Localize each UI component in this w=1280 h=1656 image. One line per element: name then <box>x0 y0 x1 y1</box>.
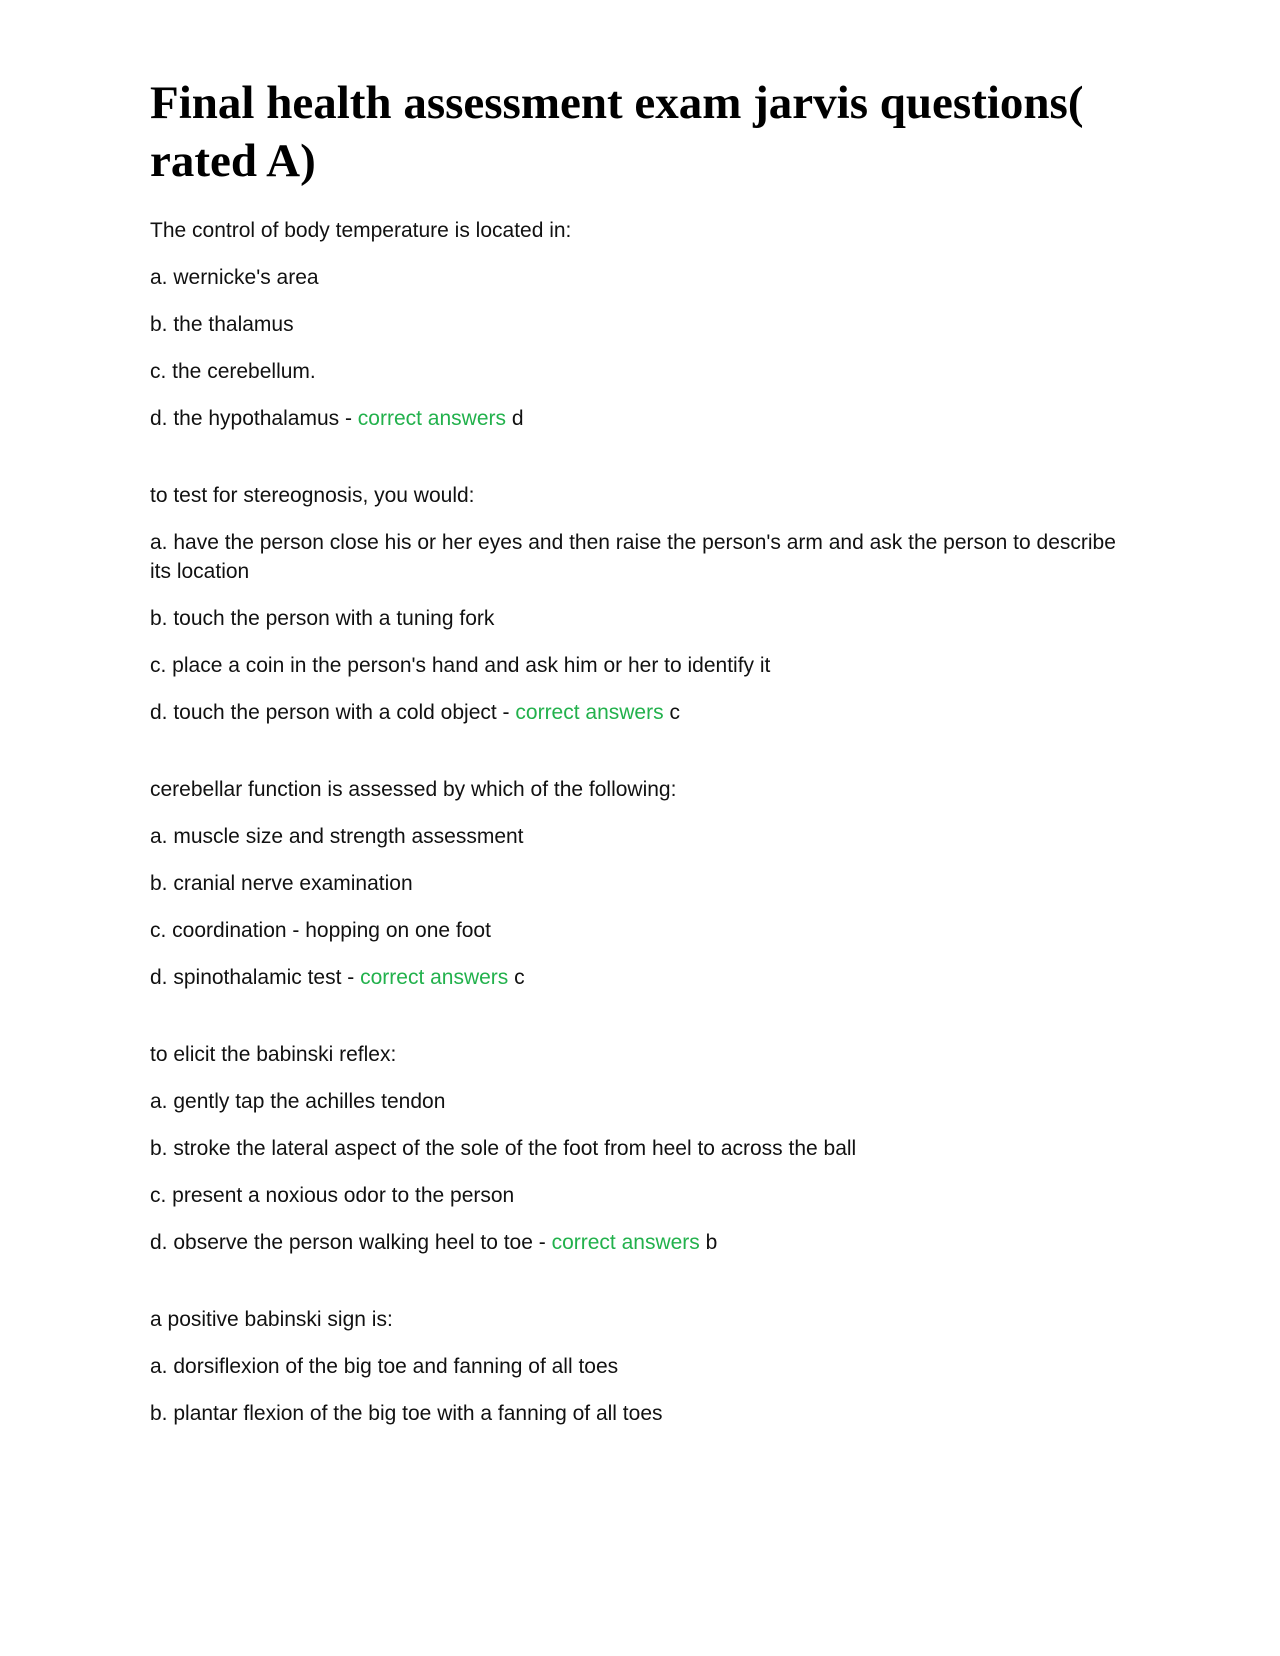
answer-tag: correct answers <box>515 701 664 724</box>
option-b: b. plantar flexion of the big toe with a fanning of all toes <box>150 1402 663 1425</box>
option-a: a. gently tap the achilles tendon <box>150 1090 446 1113</box>
question-5 <box>150 1305 1130 1428</box>
question-4 <box>150 1040 1130 1257</box>
option-c: c. the cerebellum. <box>150 360 316 383</box>
option-d-text: d. spinothalamic test - <box>150 966 361 989</box>
option-b: b. cranial nerve examination <box>150 872 413 895</box>
option-a: a. muscle size and strength assessment <box>150 825 524 848</box>
option-c: c. coordination - hopping on one foot <box>150 919 491 942</box>
option-d-text: d. the hypothalamus - <box>150 407 358 430</box>
option-d <box>150 1228 1130 1257</box>
option-c: c. place a coin in the person's hand and ask him or her to identify it <box>150 654 771 677</box>
option-d <box>150 963 1130 992</box>
option-b: b. touch the person with a tuning fork <box>150 607 495 630</box>
question-prompt: to test for stereognosis, you would: <box>150 484 475 507</box>
answer-tag: correct answers <box>360 966 509 989</box>
question-prompt: a positive babinski sign is: <box>150 1308 393 1331</box>
option-b: b. the thalamus <box>150 313 294 336</box>
option-d-text: d. touch the person with a cold object - <box>150 701 516 724</box>
answer-tag: correct answers <box>551 1231 700 1254</box>
option-a: a. dorsiflexion of the big toe and fanning of all toes <box>150 1355 619 1378</box>
question-prompt: to elicit the babinski reflex: <box>150 1043 397 1066</box>
option-b: b. stroke the lateral aspect of the sole of the foot from heel to across the ball <box>150 1137 857 1160</box>
option-d <box>150 404 1130 433</box>
option-d <box>150 698 1130 727</box>
option-a: a. have the person close his or her eyes and then raise the person's arm and ask the person to describe its location <box>150 531 1116 583</box>
question-2 <box>150 481 1130 727</box>
page-title: Final health assessment exam jarvis questions( rated A) <box>150 77 1084 187</box>
answer-letter: b <box>699 1231 718 1254</box>
option-d-text: d. observe the person walking heel to toe - <box>150 1231 552 1254</box>
document-page <box>150 74 1130 1476</box>
question-prompt: The control of body temperature is located in: <box>150 219 572 242</box>
option-c: c. present a noxious odor to the person <box>150 1184 515 1207</box>
answer-letter: c <box>663 701 680 724</box>
option-a: a. wernicke's area <box>150 266 319 289</box>
answer-letter: c <box>508 966 525 989</box>
question-prompt: cerebellar function is assessed by which of the following: <box>150 778 677 801</box>
question-1 <box>150 216 1130 433</box>
answer-tag: correct answers <box>357 407 507 430</box>
answer-letter: d <box>506 407 524 430</box>
question-3 <box>150 775 1130 992</box>
